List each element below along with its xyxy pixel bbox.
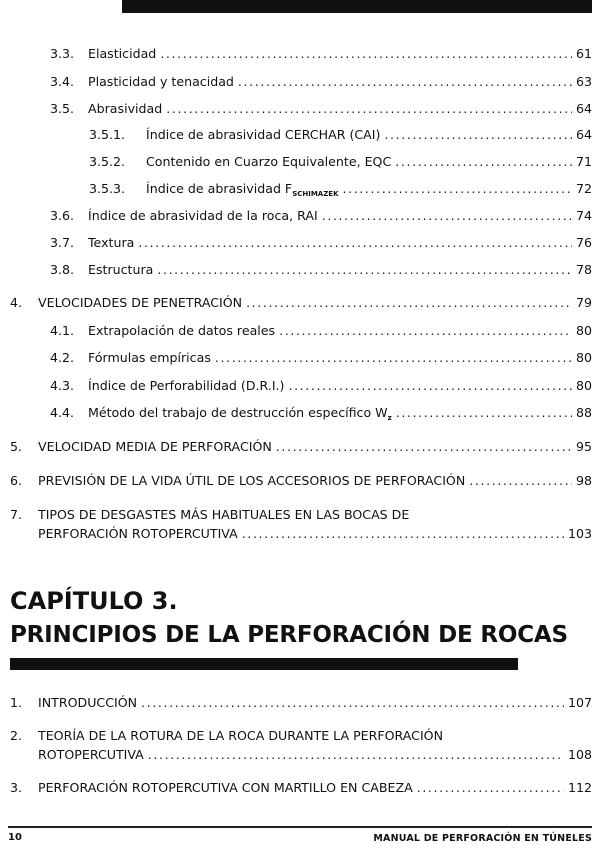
toc-entry-title: Índice de abrasividad de la roca, RAI <box>88 208 318 223</box>
leader-dots <box>396 404 572 422</box>
toc-entry-number: 4. <box>10 295 23 310</box>
toc-entry-title: PREVISIÓN DE LA VIDA ÚTIL DE LOS ACCESORIOS DE PERFORACIÓN <box>38 473 466 488</box>
toc-entry-title: Elasticidad <box>88 46 157 61</box>
toc-entry-5[interactable] <box>10 438 592 456</box>
leader-dots <box>288 377 572 395</box>
toc-entry-3-7[interactable] <box>50 234 592 252</box>
chapter-title-bar <box>10 658 518 670</box>
toc-entry-title <box>146 180 339 203</box>
toc-entry-4-2[interactable] <box>50 349 592 367</box>
toc-entry-title: VELOCIDADES DE PENETRACIÓN <box>38 295 243 310</box>
toc-entry-7[interactable] <box>38 525 592 543</box>
toc-entry-number: 3. <box>10 780 23 795</box>
toc-entry-page: 61 <box>575 46 592 61</box>
leader-dots <box>160 45 572 63</box>
toc-entry-4-1[interactable] <box>50 322 592 340</box>
chapter-entry-2-title-line1[interactable]: TEORÍA DE LA ROTURA DE LA ROCA DURANTE LA PERFORACIÓN <box>38 728 444 743</box>
toc-entry-title: Contenido en Cuarzo Equivalente, EQC <box>146 154 392 169</box>
toc-entry-3-5-1[interactable] <box>89 126 592 144</box>
toc-entry-number: 3.5.3. <box>89 181 126 196</box>
toc-entry-page: 72 <box>575 181 592 196</box>
toc-entry-page: 80 <box>575 350 592 365</box>
toc-entry-page: 78 <box>575 262 592 277</box>
chapter-entry-3[interactable] <box>10 779 592 797</box>
toc-entry-number: 3.6. <box>50 208 75 223</box>
footer-rule <box>8 826 592 828</box>
toc-entry-page: 95 <box>575 439 592 454</box>
toc-entry-6[interactable] <box>10 472 592 490</box>
leader-dots <box>279 322 572 340</box>
subscript-text: z <box>387 414 392 422</box>
toc-entry-page: 64 <box>575 127 592 142</box>
toc-entry-3-5-2[interactable] <box>89 153 592 171</box>
toc-entry-title: Índice de abrasividad CERCHAR (CAI) <box>146 127 381 142</box>
toc-entry-number: 3.8. <box>50 262 75 277</box>
toc-entry-number: 4.3. <box>50 378 75 393</box>
chapter-entry-2[interactable] <box>38 746 592 764</box>
toc-entry-title-text: Método del trabajo de destrucción específico W <box>88 405 388 420</box>
chapter-entry-1[interactable] <box>10 694 592 712</box>
toc-entry-title: Fórmulas empíricas <box>88 350 211 365</box>
toc-entry-page: 107 <box>567 695 592 710</box>
page-number: 10 <box>8 832 22 843</box>
toc-entry-page: 64 <box>575 101 592 116</box>
toc-entry-3-5-3[interactable] <box>89 180 592 198</box>
toc-entry-page: 108 <box>567 747 592 762</box>
leader-dots <box>343 180 572 198</box>
leader-dots <box>322 207 572 225</box>
toc-entry-4[interactable] <box>10 294 592 312</box>
toc-entry-3-6[interactable] <box>50 207 592 225</box>
toc-entry-page: 63 <box>575 74 592 89</box>
chapter-title: PRINCIPIOS DE LA PERFORACIÓN DE ROCAS <box>10 622 568 648</box>
toc-entry-title: PERFORACIÓN ROTOPERCUTIVA <box>38 526 238 541</box>
leader-dots <box>246 294 572 312</box>
leader-dots <box>148 746 564 764</box>
toc-entry-number: 3.4. <box>50 74 75 89</box>
toc-entry-title: Estructura <box>88 262 154 277</box>
toc-entry-number: 3.7. <box>50 235 75 250</box>
leader-dots <box>276 438 572 456</box>
toc-entry-number: 1. <box>10 695 23 710</box>
toc-entry-page: 112 <box>567 780 592 795</box>
toc-entry-number: 3.3. <box>50 46 75 61</box>
toc-entry-number: 4.4. <box>50 405 75 420</box>
toc-entry-page: 98 <box>575 473 592 488</box>
toc-entry-title <box>88 404 392 427</box>
toc-entry-title: Plasticidad y tenacidad <box>88 74 234 89</box>
toc-entry-4-3[interactable] <box>50 377 592 395</box>
toc-entry-number: 5. <box>10 439 23 454</box>
toc-entry-page: 103 <box>567 526 592 541</box>
chapter-entry-2-number: 2. <box>10 728 23 743</box>
toc-entry-title: VELOCIDAD MEDIA DE PERFORACIÓN <box>38 439 272 454</box>
chapter-label: CAPÍTULO 3. <box>10 587 178 615</box>
leader-dots <box>417 779 564 797</box>
toc-entry-title: Extrapolación de datos reales <box>88 323 276 338</box>
toc-entry-3-5[interactable] <box>50 100 592 118</box>
toc-entry-title: PERFORACIÓN ROTOPERCUTIVA CON MARTILLO EN CABEZA <box>38 780 413 795</box>
toc-entry-page: 79 <box>575 295 592 310</box>
toc-entry-3-4[interactable] <box>50 73 592 91</box>
toc-entry-3-3[interactable] <box>50 45 592 63</box>
toc-entry-number: 3.5.2. <box>89 154 126 169</box>
toc-entry-number: 3.5. <box>50 101 75 116</box>
leader-dots <box>395 153 572 171</box>
header-bar <box>122 0 592 13</box>
toc-entry-number: 4.1. <box>50 323 75 338</box>
leader-dots <box>238 73 572 91</box>
leader-dots <box>215 349 572 367</box>
toc-entry-title: Abrasividad <box>88 101 163 116</box>
leader-dots <box>469 472 572 490</box>
subscript-text: SCHIMAZEK <box>292 190 339 198</box>
toc-entry-4-4[interactable] <box>50 404 592 422</box>
book-title: MANUAL DE PERFORACIÓN EN TÚNELES <box>373 833 592 844</box>
toc-entry-title: Índice de Perforabilidad (D.R.I.) <box>88 378 285 393</box>
toc-entry-page: 76 <box>575 235 592 250</box>
leader-dots <box>242 525 564 543</box>
toc-entry-7-title-line1[interactable]: TIPOS DE DESGASTES MÁS HABITUALES EN LAS BOCAS DE <box>38 507 410 522</box>
toc-entry-number: 4.2. <box>50 350 75 365</box>
toc-entry-3-8[interactable] <box>50 261 592 279</box>
leader-dots <box>141 694 564 712</box>
toc-entry-title-text: Índice de abrasividad F <box>146 181 293 196</box>
toc-entry-page: 71 <box>575 154 592 169</box>
toc-entry-page: 88 <box>575 405 592 420</box>
toc-entry-page: 80 <box>575 378 592 393</box>
toc-entry-title: INTRODUCCIÓN <box>38 695 138 710</box>
toc-entry-title: Textura <box>88 235 135 250</box>
toc-entry-number: 6. <box>10 473 23 488</box>
toc-entry-page: 74 <box>575 208 592 223</box>
toc-entry-page: 80 <box>575 323 592 338</box>
toc-entry-title: ROTOPERCUTIVA <box>38 747 144 762</box>
toc-entry-number: 3.5.1. <box>89 127 126 142</box>
leader-dots <box>166 100 572 118</box>
toc-entry-7-number: 7. <box>10 507 23 522</box>
leader-dots <box>157 261 572 279</box>
leader-dots <box>384 126 572 144</box>
leader-dots <box>138 234 572 252</box>
